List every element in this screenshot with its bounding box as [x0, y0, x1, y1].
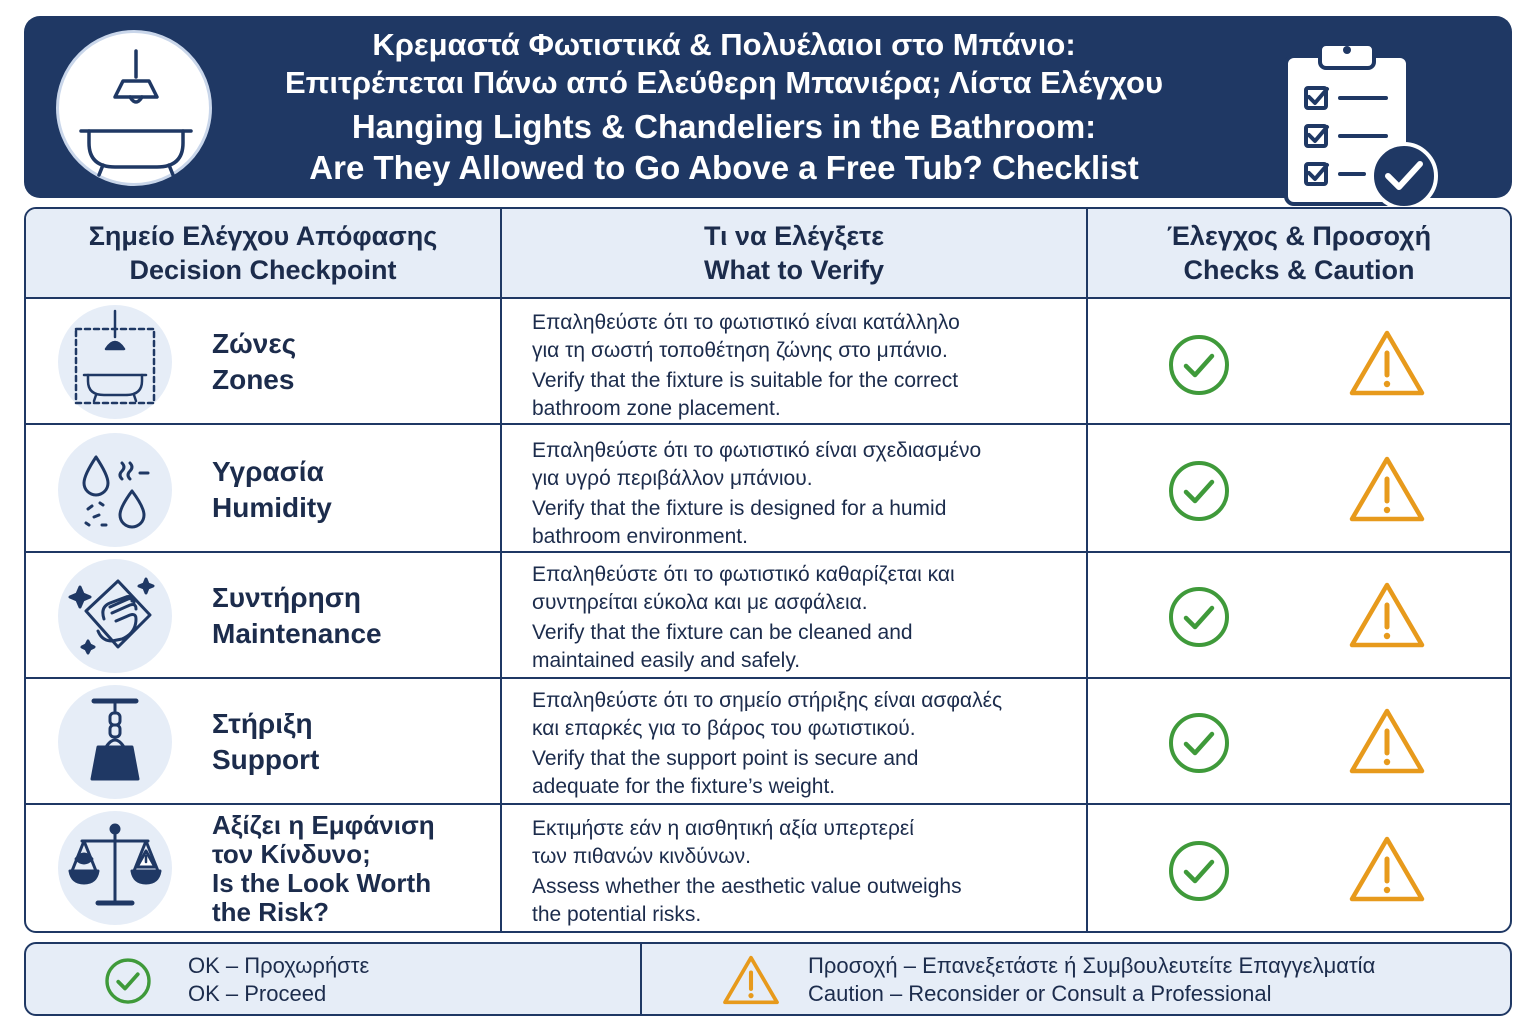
table-row-humidity	[26, 427, 1510, 553]
warning-caution-icon	[1348, 707, 1426, 775]
checkpoint-label	[212, 553, 492, 679]
checkpoint-label	[212, 427, 492, 553]
legend-caution-en: Caution – Reconsider or Consult a Professional	[808, 981, 1272, 1006]
checkpoint-label-en: Is the Look Worth	[212, 868, 432, 898]
bathroom-zones-icon	[58, 305, 172, 419]
verify-gr-line: για υγρό περιβάλλον μπάνιου.	[532, 466, 813, 490]
header-titles	[214, 26, 1234, 188]
cleaning-hand-cloth-icon	[58, 559, 172, 673]
clipboard-checklist-icon	[1278, 36, 1448, 212]
verify-gr-line: Επαληθεύστε ότι το φωτιστικό καθαρίζεται και	[532, 563, 955, 586]
verify-en-line: Verify that the fixture can be cleaned and	[532, 621, 913, 644]
header-banner	[24, 16, 1512, 198]
warning-caution-icon	[1348, 329, 1426, 397]
legend-ok-gr: OK – Προχωρήστε	[188, 953, 370, 978]
verify-en-line: maintained easily and safely.	[532, 648, 801, 672]
pendant-lamp-over-bathtub-icon	[56, 30, 212, 186]
verify-gr-line: συντηρείται εύκολα και με ασφάλεια.	[532, 590, 868, 614]
column-header-checks-en: Checks & Caution	[1183, 255, 1415, 285]
column-header-verify-gr: Τι να Ελέγξετε	[703, 221, 885, 251]
checkpoint-label	[212, 679, 492, 805]
table-row-zones	[26, 299, 1510, 425]
warning-caution-icon	[1348, 835, 1426, 903]
legend-ok-text	[188, 952, 369, 1008]
verify-en-line: adequate for the fixture’s weight.	[532, 774, 836, 798]
check-ok-icon	[1167, 585, 1231, 649]
verify-en-line: bathroom zone placement.	[532, 396, 781, 420]
legend-caution-gr: Προσοχή – Επανεξετάστε ή Συμβουλευτείτε Επαγγελματία	[808, 953, 1376, 978]
legend-caution-text	[808, 952, 1375, 1008]
checkpoint-label-en: the Risk?	[212, 897, 330, 927]
column-header-checkpoint-gr: Σημείο Ελέγχου Απόφασης	[88, 221, 438, 251]
check-ok-icon	[104, 957, 152, 1005]
column-header-checkpoint-en: Decision Checkpoint	[129, 255, 397, 285]
legend-bar	[24, 942, 1512, 1016]
verify-gr-line: Επαληθεύστε ότι το φωτιστικό είναι κατάλληλο	[532, 311, 960, 334]
check-ok-icon	[1167, 839, 1231, 903]
verify-text	[532, 687, 1072, 800]
legend-ok-en: OK – Proceed	[188, 981, 327, 1006]
table-row-support	[26, 679, 1510, 805]
verify-gr-line: Επαληθεύστε ότι το φωτιστικό είναι σχεδιασμένο	[532, 439, 982, 462]
checkpoint-label-en: Support	[212, 744, 320, 775]
table-row-maintenance	[26, 553, 1510, 679]
humidity-drops-icon	[58, 433, 172, 547]
checkpoint-label-en: Zones	[212, 364, 295, 395]
verify-gr-line: των πιθανών κινδύνων.	[532, 844, 752, 868]
title-english-line-2: Are They Allowed to Go Above a Free Tub? Checklist	[309, 149, 1139, 186]
verify-gr-line: και επαρκές για το βάρος του φωτιστικού.	[532, 716, 916, 740]
verify-text	[532, 815, 1072, 928]
verify-en-line: Verify that the fixture is designed for a humid	[532, 497, 947, 520]
checkpoint-label-gr: τον Κίνδυνο;	[212, 839, 371, 869]
title-greek-line-2: Επιτρέπεται Πάνω από Ελεύθερη Μπανιέρα; Λίστα Ελέγχου	[284, 65, 1164, 100]
checkpoint-label	[212, 299, 492, 425]
check-ok-icon	[1167, 333, 1231, 397]
checkpoint-label-gr: Ζώνες	[212, 328, 297, 359]
verify-gr-line: Επαληθεύστε ότι το σημείο στήριξης είναι ασφαλές	[532, 689, 1003, 712]
check-ok-icon	[1167, 711, 1231, 775]
checkpoint-label-gr: Στήριξη	[212, 708, 313, 739]
warning-caution-icon	[1348, 455, 1426, 523]
verify-en-line: bathroom environment.	[532, 524, 748, 548]
column-header-verify	[502, 209, 1086, 297]
warning-caution-icon	[1348, 581, 1426, 649]
checklist-table	[24, 207, 1512, 933]
checkpoint-label	[212, 809, 492, 929]
verify-text	[532, 561, 1072, 674]
title-english-line-1: Hanging Lights & Chandeliers in the Bathroom:	[351, 108, 1097, 145]
column-header-checks-gr: Έλεγχος & Προσοχή	[1166, 221, 1432, 251]
checkpoint-label-gr: Αξίζει η Εμφάνιση	[212, 810, 435, 840]
verify-text	[532, 437, 1072, 550]
verify-en-line: Assess whether the aesthetic value outweighs	[532, 875, 962, 898]
checkpoint-label-gr: Υγρασία	[212, 456, 324, 487]
warning-caution-icon	[722, 954, 780, 1006]
check-ok-icon	[1167, 459, 1231, 523]
checkpoint-label-en: Maintenance	[212, 618, 382, 649]
verify-text	[532, 309, 1072, 422]
column-header-checks	[1088, 209, 1510, 297]
balance-scale-icon	[58, 811, 172, 925]
verify-en-line: Verify that the fixture is suitable for the correct	[532, 369, 959, 392]
column-header-verify-en: What to Verify	[703, 255, 885, 285]
title-greek-line-1: Κρεμαστά Φωτιστικά & Πολυέλαιοι στο Μπάνιο:	[372, 27, 1076, 62]
legend-divider	[640, 944, 642, 1014]
table-header-row	[26, 209, 1510, 299]
verify-en-line: the potential risks.	[532, 902, 702, 926]
table-row-look-vs-risk	[26, 805, 1510, 931]
verify-en-line: Verify that the support point is secure and	[532, 747, 919, 770]
checkpoint-label-en: Humidity	[212, 492, 332, 523]
checkpoint-label-gr: Συντήρηση	[212, 582, 361, 613]
ceiling-support-weight-icon	[58, 685, 172, 799]
verify-gr-line: για τη σωστή τοποθέτηση ζώνης στο μπάνιο.	[532, 338, 948, 362]
verify-gr-line: Εκτιμήστε εάν η αισθητική αξία υπερτερεί	[532, 817, 914, 840]
column-header-checkpoint	[26, 209, 500, 297]
